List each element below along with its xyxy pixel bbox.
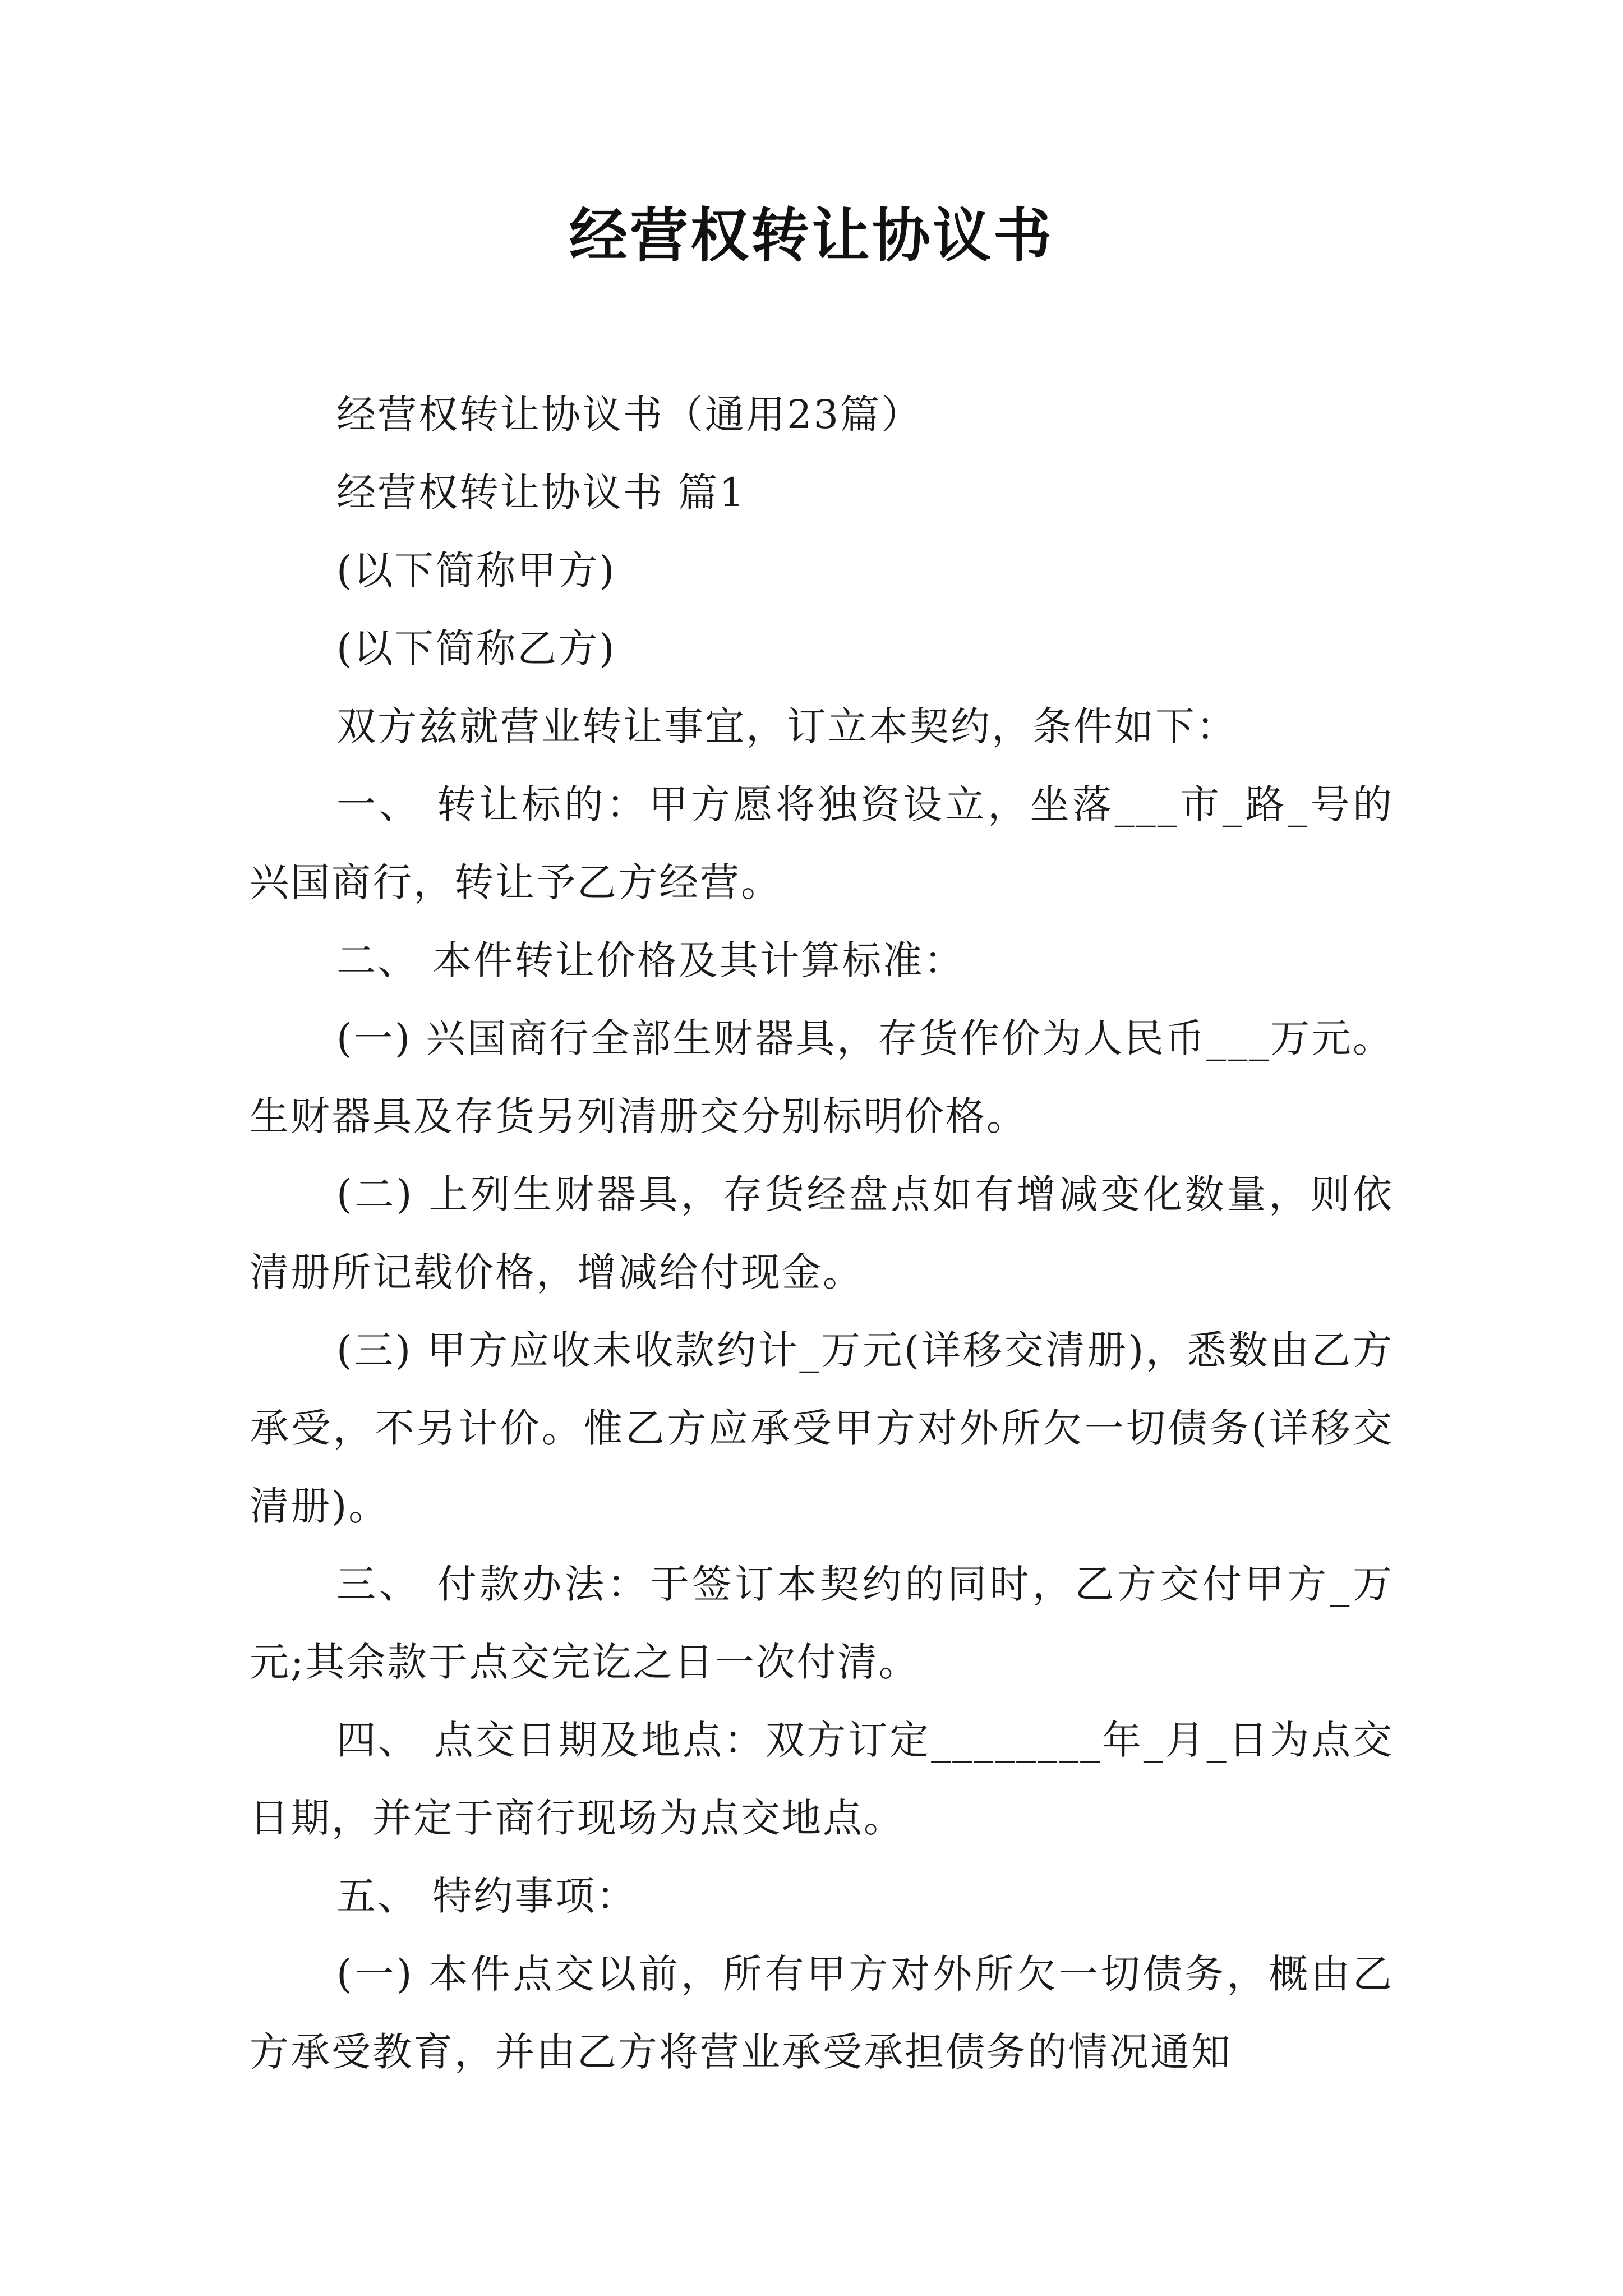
paragraph-clause-1: 一、 转让标的：甲方愿将独资设立，坐落___市_路_号的兴国商行，转让予乙方经营。 xyxy=(250,781,1394,905)
paragraph-subtitle: 经营权转让协议书（通用23篇） xyxy=(336,392,923,438)
paragraph-clause-2-2: (二) 上列生财器具，存货经盘点如有增减变化数量，则依清册所记载价格，增减给付现金。 xyxy=(250,1171,1394,1295)
paragraph-party-a: (以下简称甲方) xyxy=(336,547,616,593)
document-title: 经营权转让协议书 xyxy=(569,201,1054,270)
document-body xyxy=(250,376,1394,2091)
paragraph-clause-3: 三、 付款办法：于签订本契约的同时，乙方交付甲方_万元;其余款于点交完讫之日一次付清。 xyxy=(250,1561,1394,1685)
paragraph-clause-5-1: (一) 本件点交以前，所有甲方对外所欠一切债务，概由乙方承受教育，并由乙方将营业承受承担债务的情况通知 xyxy=(250,1951,1394,2075)
paragraph-clause-2-1: (一) 兴国商行全部生财器具，存货作价为人民币___万元。生财器具及存货另列清册交分别标明价格。 xyxy=(250,1015,1394,1139)
paragraph-clause-2: 二、 本件转让价格及其计算标准： xyxy=(336,937,965,983)
paragraph-clause-5: 五、 特约事项： xyxy=(336,1873,638,1919)
paragraph-clause-2-3: (三) 甲方应收未收款约计_万元(详移交清册)，悉数由乙方承受，不另计价。惟乙方应承受甲方对外所欠一切债务(详移交清册)。 xyxy=(250,1327,1394,1529)
paragraph-party-b: (以下简称乙方) xyxy=(336,625,616,671)
paragraph-section-heading: 经营权转让协议书 篇1 xyxy=(336,470,746,516)
paragraph-preamble: 双方兹就营业转让事宜，订立本契约，条件如下： xyxy=(336,703,1237,749)
paragraph-clause-4: 四、 点交日期及地点：双方订定________年_月_日为点交日期，并定于商行现场为点交地点。 xyxy=(250,1717,1394,1841)
